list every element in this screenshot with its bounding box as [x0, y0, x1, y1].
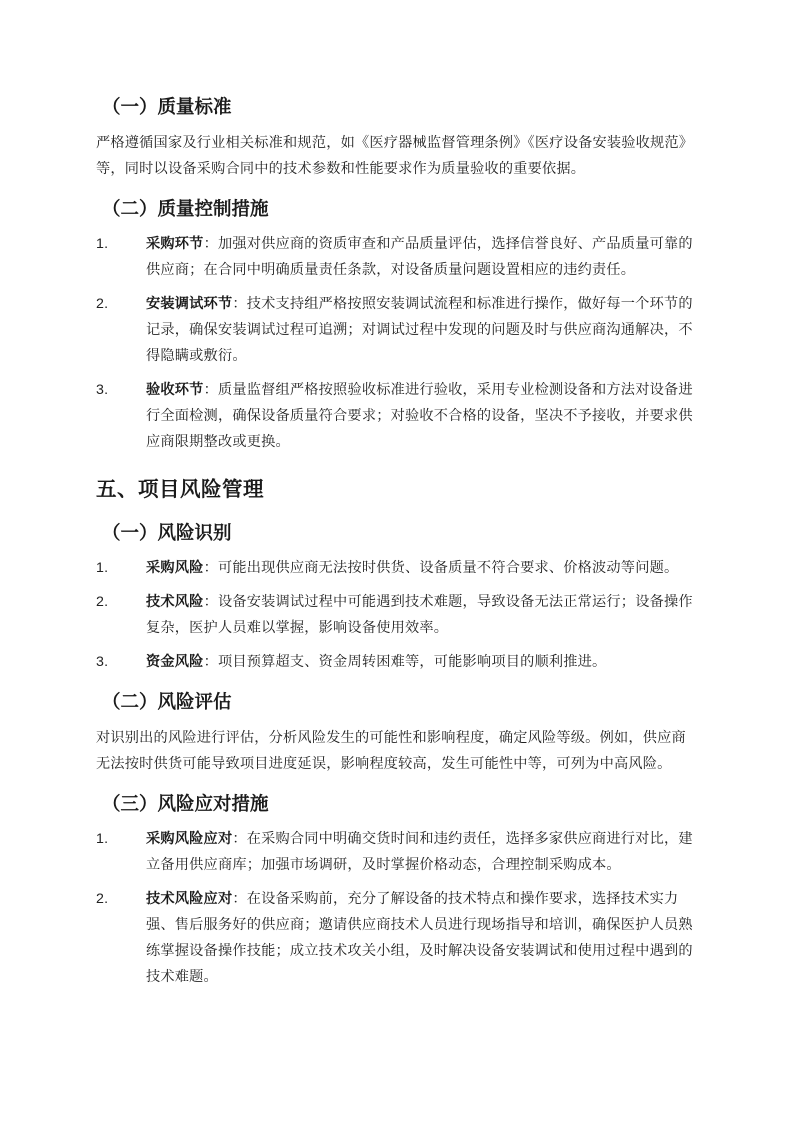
- quality-standard-paragraph: 严格遵循国家及行业相关标准和规范，如《医疗器械监督管理条例》《医疗设备安装验收规范》等，同时以设备采购合同中的技术参数和性能要求作为质量验收的重要依据。: [96, 135, 694, 177]
- list-item-term: 采购风险: [146, 560, 204, 576]
- list-item-text: 技术支持组严格按照安装调试流程和标准进行操作，做好每一个环节的记录，确保安装调试过程可追溯；对调试过程中发现的问题及时与供应商沟通解决，不得隐瞒或敷衍。: [146, 296, 693, 364]
- list-item: [96, 231, 700, 283]
- list-item-separator: ：: [232, 831, 247, 847]
- risk-response-list: [96, 826, 700, 990]
- list-item-text: 在采购合同中明确交货时间和违约责任，选择多家供应商进行对比，建立备用供应商库；加强市场调研，及时掌握价格动态，合理控制采购成本。: [146, 831, 693, 873]
- list-item-text: 设备安装调试过程中可能遇到技术难题，导致设备无法正常运行；设备操作复杂，医护人员难以掌握，影响设备使用效率。: [146, 594, 693, 636]
- list-item-separator: ：: [203, 236, 218, 252]
- list-item-text: 项目预算超支、资金周转困难等，可能影响项目的顺利推进。: [217, 654, 607, 670]
- list-item: [96, 886, 700, 990]
- quality-standard-heading: （一）质量标准: [102, 97, 232, 118]
- list-item-term: 采购环节: [146, 236, 204, 252]
- list-item-term: 验收环节: [146, 382, 204, 398]
- list-item-text: 加强对供应商的资质审查和产品质量评估，选择信誉良好、产品质量可靠的供应商；在合同中明确质量责任条款，对设备质量问题设置相应的违约责任。: [146, 236, 693, 278]
- list-item: [96, 589, 700, 641]
- list-item-text: 在设备采购前，充分了解设备的技术特点和操作要求，选择技术实力强、售后服务好的供应商；邀请供应商技术人员进行现场指导和培训，确保医护人员熟练掌握设备操作技能；成立技术攻关小组，及时解决设备安装调试和使用过程中遇到的技术难题。: [146, 891, 693, 985]
- risk-management-heading: 五、项目风险管理: [96, 477, 264, 501]
- list-item-separator: ：: [203, 654, 218, 670]
- list-item-number: 2.: [96, 891, 109, 907]
- risk-assessment-paragraph: 对识别出的风险进行评估，分析风险发生的可能性和影响程度，确定风险等级。例如，供应商无法按时供货可能导致项目进度延误，影响程度较高，发生可能性中等，可列为中高风险。: [96, 730, 686, 772]
- list-item-separator: ：: [203, 382, 218, 398]
- list-item: [96, 377, 700, 455]
- list-item-number: 2.: [96, 296, 109, 312]
- risk-identification-heading: （一）风险识别: [102, 523, 232, 544]
- list-item-term: 安装调试环节: [146, 296, 233, 312]
- risk-response-heading: （三）风险应对措施: [102, 794, 269, 815]
- list-item-text: 质量监督组严格按照验收标准进行验收，采用专业检测设备和方法对设备进行全面检测，确保设备质量符合要求；对验收不合格的设备，坚决不予接收，并要求供应商限期整改或更换。: [146, 382, 693, 450]
- list-item-text: 可能出现供应商无法按时供货、设备质量不符合要求、价格波动等问题。: [217, 560, 679, 576]
- list-item-number: 1.: [96, 831, 109, 847]
- document-page: [96, 92, 700, 990]
- list-item: [96, 291, 700, 369]
- list-item-term: 技术风险: [146, 594, 204, 610]
- list-item-separator: ：: [232, 891, 247, 907]
- list-item-term: 资金风险: [146, 654, 204, 670]
- list-item-number: 2.: [96, 594, 109, 610]
- list-item-separator: ：: [203, 560, 218, 576]
- list-item-term: 技术风险应对: [146, 891, 233, 907]
- quality-control-list: [96, 231, 700, 455]
- list-item: [96, 826, 700, 878]
- list-item-number: 3.: [96, 382, 109, 398]
- list-item-number: 1.: [96, 236, 109, 252]
- list-item-separator: ：: [203, 594, 218, 610]
- risk-assessment-heading: （二）风险评估: [102, 692, 232, 713]
- list-item-number: 3.: [96, 654, 109, 670]
- risk-identification-list: [96, 555, 700, 675]
- list-item: [96, 555, 700, 581]
- list-item-term: 采购风险应对: [146, 831, 233, 847]
- list-item-number: 1.: [96, 560, 109, 576]
- list-item: [96, 649, 700, 675]
- list-item-separator: ：: [232, 296, 247, 312]
- quality-control-heading: （二）质量控制措施: [102, 199, 269, 220]
